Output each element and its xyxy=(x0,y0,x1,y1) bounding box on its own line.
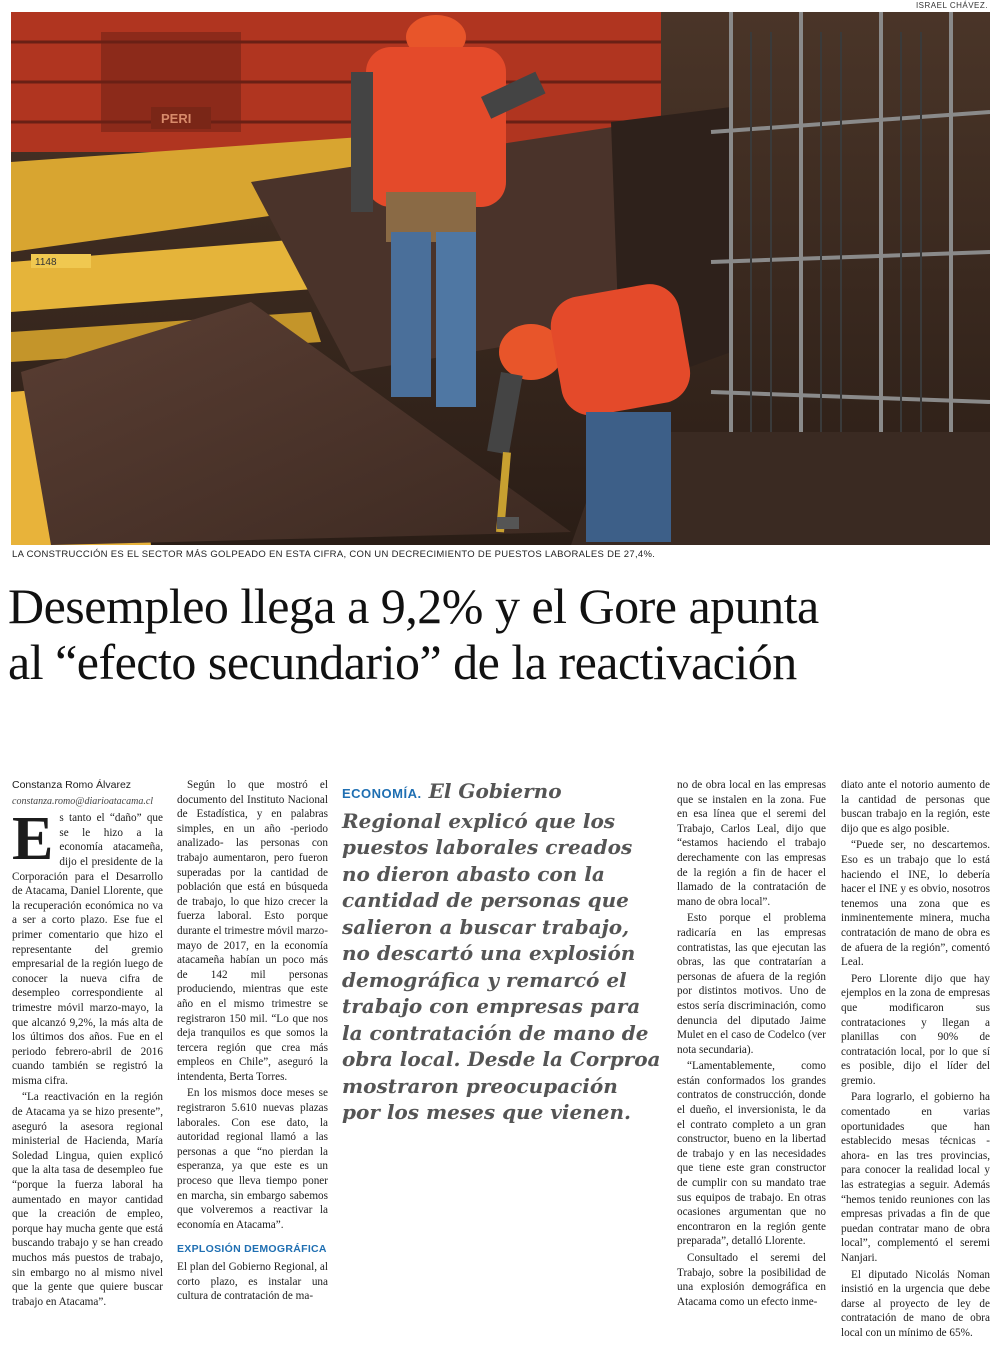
paragraph: Consultado el seremi del Trabajo, sobre la posibilidad de una explosión demográfica en Atacama como un efecto inme- xyxy=(677,1252,826,1308)
paragraph: Esto porque el problema radicaría en las empresas contratistas, las que ejecutan las obras, las que contratarían a personas de afuera de la región por distintos motivos. Uno de estos sería discriminación, como denuncia del diputado Jaime Mulet en el caso de Codelco (ver nota secundaria). xyxy=(677,912,826,1056)
column-1 xyxy=(12,778,163,1344)
paragraph: Según lo que mostró el documento del Instituto Nacional de Estadística, y en palabras simples, en un año -periodo analizado- las personas con trabajo aumentaron, pero fueron superadas por la cantidad de población que está en búsqueda de trabajo, lo que hizo crecer la fuerza laboral. Esto porque durante el trimestre móvil marzo-mayo de 2017, en la economía atacameña habían un poco más de 142 mil personas produciendo, mientras que este año en el mismo trimestre se registraron 150 mil. “Lo que nos deja tranquilos es que somos la tercera región que crea más empleos en Chile”, aseguró la intendenta, Berta Torres. xyxy=(177,779,328,1083)
paragraph: En los mismos doce meses se registraron 5.610 nuevas plazas laborales. Con ese dato, la autoridad regional llamó a las personas a que “no pierdan la esperanza, ya que este es un proceso que lleva tiempo poner en marcha, sin embargo sabemos que volveremos a reactivar la economía en Atacama”. xyxy=(177,1087,328,1231)
paragraph: “La reactivación en la región de Atacama ya se hizo presente”, aseguró la asesora regional ministerial de Hacienda, María Soledad Lingua, quien explicó que la alta tasa de desempleo fue “porque la fuerza laboral ha aumentado en mayor cantidad que la creación de empleo, porque hay mucha gente que está buscando trabajo y se han creado muchos más puestos de trabajo, sin embargo no al mismo nivel que la gente que quiere buscar trabajo en Atacama”. xyxy=(12,1091,163,1308)
stencil-number: 1148 xyxy=(35,257,57,268)
paragraph: “Puede ser, no descartemos. Eso es un trabajo que lo está haciendo el INE, lo debería hacer el INE y es obvio, nosotros tenemos una zona que es inminentemente minera, mucha contratación de mano de obra es de afuera de la región”, comentó Leal. xyxy=(841,839,990,969)
paragraph: Para lograrlo, el gobierno ha comentado en varias oportunidades que han establecido mesas técnicas -ahora- en las tres provincias, para conocer la realidad local y las estrategias a seguir. Además “hemos tenido reuniones con las empresas privadas a fin de que puedan contratar mano de obra local”, complementó el seremi Nanjari. xyxy=(841,1091,990,1264)
photo-credit: ISRAEL CHÁVEZ. xyxy=(915,1,988,10)
article-photo xyxy=(11,12,990,545)
section-tag: ECONOMÍA. xyxy=(342,786,422,801)
column-4 xyxy=(841,778,990,1344)
headline xyxy=(8,578,993,690)
peri-brand-text: PERI xyxy=(161,111,192,126)
author-name: Constanza Romo Álvarez xyxy=(12,779,132,791)
lead-text: El Gobierno Regional explicó que los puestos laborales creados no dieron abasto con la cantidad de personas que salieron a buscar trabajo, no descartó una explosión demográfica y remarcó el trabajo con empresas para la contratación de mano de obra local. Desde la Corproa mostraron preocupación por los meses que vienen. xyxy=(342,779,661,1124)
paragraph: no de obra local en las empresas que se instalen en la zona. Fue en esa línea que el seremi del Trabajo, Carlos Leal, dijo que “estamos haciendo el trabajo derechamente con las empresas de la región a fin de hacer el llamado de la contratación de mano de obra local”. xyxy=(677,779,826,908)
column-2 xyxy=(177,778,328,1344)
photo-caption: LA CONSTRUCCIÓN ES EL SECTOR MÁS GOLPEADO EN ESTA CIFRA, CON UN DECRECIMIENTO DE PUESTOS LABORALES DE 27,4%. xyxy=(12,549,656,560)
paragraph: El plan del Gobierno Regional, al corto plazo, es instalar una cultura de contratación de ma- xyxy=(177,1261,328,1303)
paragraph: El diputado Nicolás Noman insistió en la urgencia que debe darse al proyecto de ley de contratación de mano de obra local con un mínimo de 65%. xyxy=(841,1268,990,1339)
headline-line-1: Desempleo llega a 9,2% y el Gore apunta xyxy=(8,578,819,634)
lead-summary xyxy=(342,778,662,1126)
section-subhead: EXPLOSIÓN DEMOGRÁFICA xyxy=(177,1243,327,1256)
paragraph xyxy=(12,805,163,1088)
paragraph-text: s tanto el “daño” que se le hizo a la economía atacameña, dijo el presidente de la Corporación para el Desarrollo de Atacama, Daniel Llorente, que la recuperación económica no va a ser a corto plazo. Ese fue el primer comentario que hizo el representante del gremio empresarial de la región luego de conocer la nueva cifra de desempleo correspondiente al trimestre móvil marzo-mayo, la que alcanzó 9,2%, la más alta de los últimos dos años. Fue en el periodo febrero-abril de 2016 cuando también se registró la misma cifra. xyxy=(12,812,163,1087)
paragraph: “Lamentablemente, como están conformados los grandes contratos de construcción, donde el dueño, el inversionista, le da el contrato completo a un gran constructor, bueno en la libertad de trabajo y en las necesidades que tiene este gran constructor de cumplir con su mandato trae sus equipos de trabajo. En otras ocasiones argumentan que no encontraron en la región gente preparada”, detalló Llorente. xyxy=(677,1060,826,1248)
headline-line-2: al “efecto secundario” de la reactivación xyxy=(8,634,797,690)
paragraph: diato ante el notorio aumento de la cantidad de personas que buscan trabajo en la región, este dijo que es algo posible. xyxy=(841,779,990,835)
article-body xyxy=(12,778,990,1344)
author-email[interactable]: constanza.romo@diarioatacama.cl xyxy=(12,795,154,807)
drop-cap: E xyxy=(12,805,54,874)
construction-workers-image xyxy=(11,12,990,545)
paragraph: Pero Llorente dijo que hay ejemplos en la zona de empresas que modificaron sus contrataciones y llegan a planillas con 90% de contratación local, por lo que sí es posible, dijo el líder del gremio. xyxy=(841,972,990,1087)
column-3 xyxy=(677,778,826,1344)
